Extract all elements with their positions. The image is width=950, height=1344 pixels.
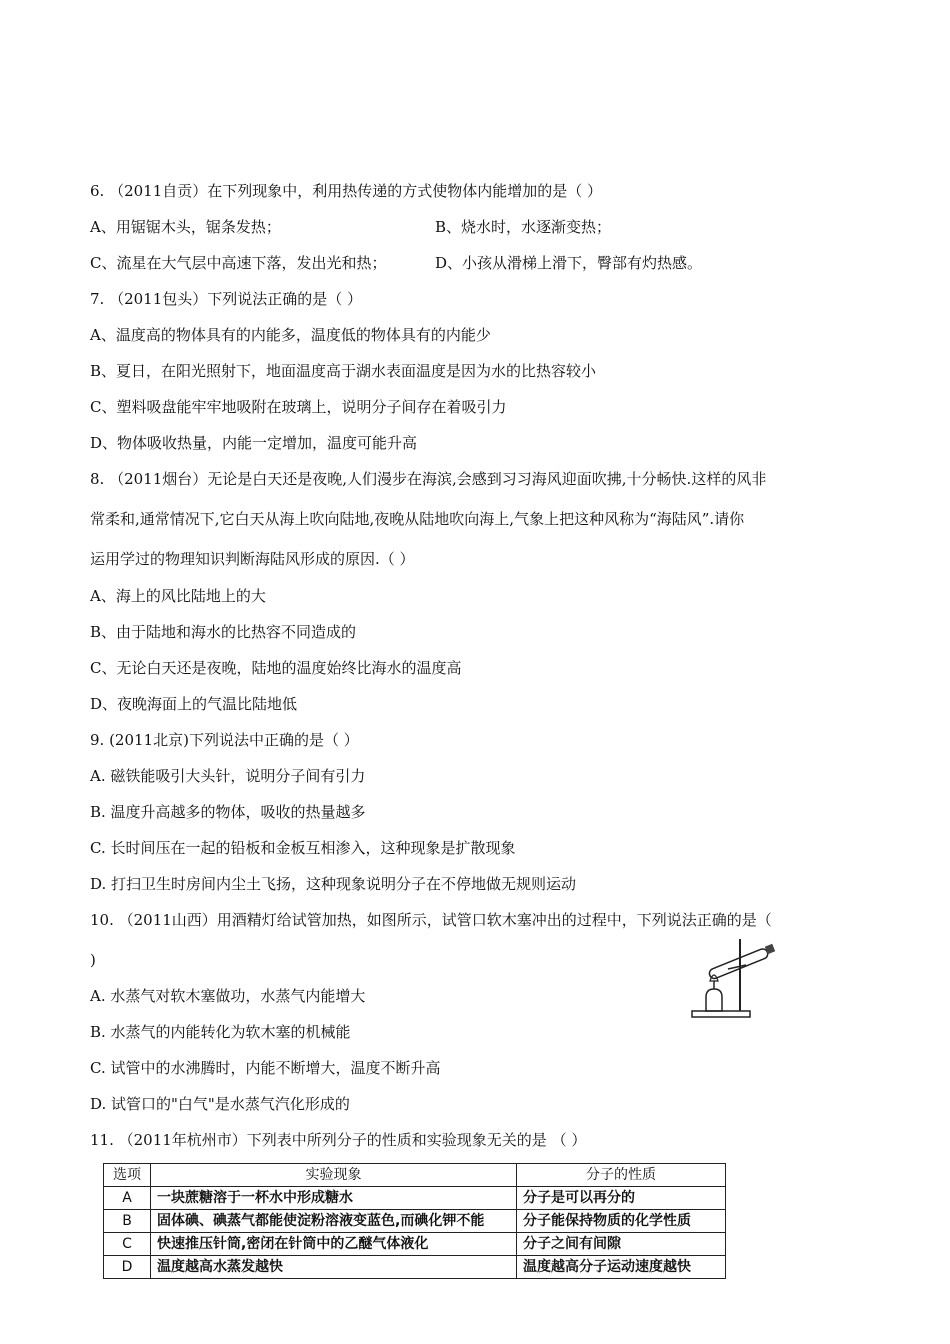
row-option: C: [104, 1233, 151, 1256]
table-header-row: [104, 1164, 726, 1187]
q7-option-b: B、夏日，在阳光照射下，地面温度高于湖水表面温度是因为水的比热容较小: [90, 362, 597, 380]
q11-stem: 11. （2011年杭州市）下列表中所列分子的性质和实验现象无关的是 （ ）: [90, 1131, 587, 1149]
q10-stem-line2: ): [90, 951, 96, 969]
q6-option-c: C、流星在大气层中高速下落，发出光和热；: [90, 254, 387, 272]
q10-option-a: A. 水蒸气对软木塞做功，水蒸气内能增大: [90, 987, 366, 1005]
row-property: 分子之间有间隙: [517, 1233, 726, 1256]
q7-stem: 7. （2011包头）下列说法正确的是（ ）: [90, 290, 363, 308]
q9-stem: 9. (2011北京)下列说法中正确的是（ ）: [90, 731, 359, 749]
q8-stem-line1: 8. （2011烟台）无论是白天还是夜晚,人们漫步在海滨,会感到习习海风迎面吹拂,十分畅快.这样的风非: [90, 470, 767, 488]
table-row: [104, 1187, 726, 1210]
q11-table: [103, 1163, 726, 1279]
q9-option-d: D. 打扫卫生时房间内尘土飞扬，这种现象说明分子在不停地做无规则运动: [90, 875, 577, 893]
q6-option-a: A、用锯锯木头，锯条发热；: [90, 218, 281, 236]
q10-stem-line1: 10. （2011山西）用酒精灯给试管加热，如图所示，试管口软木塞冲出的过程中，下列说法正确的是（: [90, 911, 772, 929]
q8-option-b: B、由于陆地和海水的比热容不同造成的: [90, 623, 357, 641]
q9-option-b: B. 温度升高越多的物体，吸收的热量越多: [90, 803, 366, 821]
row-option: A: [104, 1187, 151, 1210]
header-phenomenon: 实验现象: [151, 1164, 517, 1187]
row-option: D: [104, 1256, 151, 1279]
q10-option-b: B. 水蒸气的内能转化为软木塞的机械能: [90, 1023, 351, 1041]
q10-option-c: C. 试管中的水沸腾时，内能不断增大，温度不断升高: [90, 1059, 441, 1077]
q6-option-b: B、烧水时，水逐渐变热；: [435, 218, 612, 236]
table-row: [104, 1210, 726, 1233]
q9-option-a: A. 磁铁能吸引大头针，说明分子间有引力: [90, 767, 366, 785]
q8-stem-line2: 常柔和,通常情况下,它白天从海上吹向陆地,夜晚从陆地吹向海上,气象上把这种风称为“海陆风”.请你: [90, 510, 745, 528]
q7-option-c: C、塑料吸盘能牢牢地吸附在玻璃上，说明分子间存在着吸引力: [90, 398, 507, 416]
q6-option-d: D、小孩从滑梯上滑下，臀部有灼热感。: [435, 254, 703, 272]
q8-option-d: D、夜晚海面上的气温比陆地低: [90, 695, 298, 713]
q8-option-a: A、海上的风比陆地上的大: [90, 587, 266, 605]
q9-option-c: C. 长时间压在一起的铅板和金板互相渗入，这种现象是扩散现象: [90, 839, 516, 857]
row-phenomenon: 一块蔗糖溶于一杯水中形成糖水: [151, 1187, 517, 1210]
row-property: 分子能保持物质的化学性质: [517, 1210, 726, 1233]
q7-option-d: D、物体吸收热量，内能一定增加，温度可能升高: [90, 434, 418, 452]
q8-stem-line3: 运用学过的物理知识判断海陆风形成的原因.（ ）: [90, 550, 415, 568]
test-tube-apparatus-image: [688, 935, 778, 1020]
row-property: 温度越高分子运动速度越快: [517, 1256, 726, 1279]
header-option: 选项: [104, 1164, 151, 1187]
row-phenomenon: 快速推压针筒,密闭在针筒中的乙醚气体液化: [151, 1233, 517, 1256]
table-row: [104, 1233, 726, 1256]
row-phenomenon: 固体碘、碘蒸气都能使淀粉溶液变蓝色,而碘化钾不能: [151, 1210, 517, 1233]
row-phenomenon: 温度越高水蒸发越快: [151, 1256, 517, 1279]
table-row: [104, 1256, 726, 1279]
header-property: 分子的性质: [517, 1164, 726, 1187]
q6-stem: 6. （2011自贡）在下列现象中，利用热传递的方式使物体内能增加的是（ ）: [90, 182, 603, 200]
q10-option-d: D. 试管口的"白气"是水蒸气汽化形成的: [90, 1095, 350, 1113]
q8-option-c: C、无论白天还是夜晚，陆地的温度始终比海水的温度高: [90, 659, 462, 677]
row-property: 分子是可以再分的: [517, 1187, 726, 1210]
row-option: B: [104, 1210, 151, 1233]
q7-option-a: A、温度高的物体具有的内能多，温度低的物体具有的内能少: [90, 326, 491, 344]
